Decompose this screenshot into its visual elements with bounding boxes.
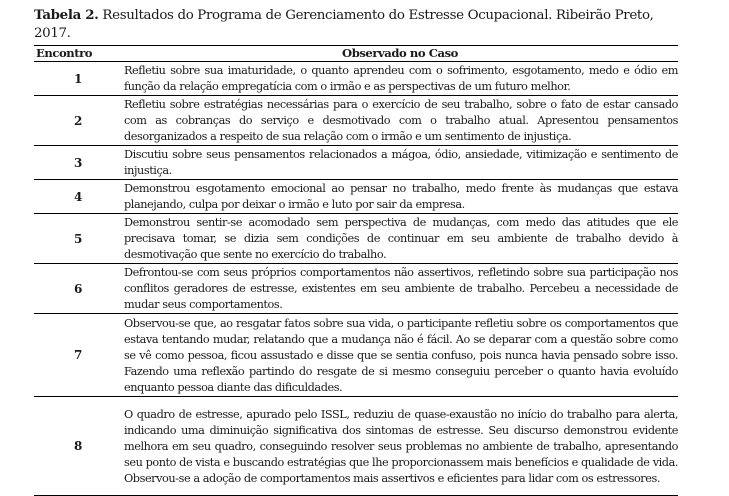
encontro-number: 6 [74, 281, 82, 296]
observado-text: Defrontou-se com seus próprios comportamentos não assertivos, refletindo sobre sua participação nos conflitos geradores de estresse, existentes em seu ambiente de trabalho. Percebeu a necessidade de mudar seus comportamentos. [124, 266, 678, 311]
encontro-number: 1 [74, 71, 82, 86]
encontro-number: 4 [74, 189, 82, 204]
table-row [34, 314, 678, 397]
table-caption [34, 6, 684, 43]
observado-text: O quadro de estresse, apurado pelo ISSL, reduziu de quase-exaustão no início do trabalho para alerta, indicando uma diminuição significativa dos sintomas de estresse. Seu discurso demonstrou evidente melhora em seu quadro, conseguindo resolver seus problemas no ambiente de trabalho, apresentando seu ponto de vista e buscando estratégias que lhe proporcionassem mais benefícios e qualidade de vida. Observou-se a adoção de comportamentos mais assertivos e eficientes para lidar com os estressores. [124, 407, 678, 485]
table-row [34, 146, 678, 180]
encontro-number: 5 [74, 231, 82, 246]
table-row [34, 96, 678, 146]
table-row [34, 397, 678, 496]
encontro-number: 3 [74, 155, 82, 170]
observado-text: Observou-se que, ao resgatar fatos sobre sua vida, o participante refletiu sobre os comportamentos que estava tentando mudar, relatando que a mudança não é fácil. Ao se deparar com a questão sobre como se vê como pessoa, ficou assustado e disse que se sentia confuso, pois nunca havia pensado sobre isso. Fazendo uma reflexão partindo do resgate de si mesmo conseguiu perceber o quanto havia evoluído enquanto pessoa diante das dificuldades. [124, 316, 678, 394]
results-table [34, 45, 678, 496]
table-row [34, 180, 678, 214]
caption-text: Resultados do Programa de Gerenciamento do Estresse Ocupacional. Ribeirão Preto, 2017. [34, 8, 654, 41]
encontro-number: 8 [74, 439, 82, 453]
table-row [34, 214, 678, 264]
observado-text: Demonstrou sentir-se acomodado sem perspectiva de mudanças, com medo das atitudes que ele precisava tomar, se dizia sem condições de continuar em seu ambiente de trabalho devido à desmotivação que sente no exercício do trabalho. [124, 216, 678, 261]
observado-text: Refletiu sobre sua imaturidade, o quanto aprendeu com o sofrimento, esgotamento, medo e ódio em função da relação empregatícia com o irmão e as perspectivas de um futuro melhor. [124, 64, 678, 93]
table-header-row [34, 46, 678, 62]
table-row [34, 62, 678, 96]
observado-text: Demonstrou esgotamento emocional ao pensar no trabalho, medo frente às mudanças que estava planejando, culpa por deixar o irmão e luto por sair da empresa. [124, 182, 678, 211]
table-row [34, 264, 678, 314]
encontro-number: 2 [74, 113, 82, 128]
observado-text: Refletiu sobre estratégias necessárias para o exercício de seu trabalho, sobre o fato de estar cansado com as cobranças do serviço e desmotivado com o trabalho atual. Apresentou pensamentos desorganizados a respeito de sua relação com o irmão e um sentimento de injustiça. [124, 98, 678, 143]
encontro-number: 7 [74, 348, 82, 362]
header-encontro: Encontro [36, 46, 93, 60]
observado-text: Discutiu sobre seus pensamentos relacionados a mágoa, ódio, ansiedade, vitimização e sentimento de injustiça. [124, 148, 678, 177]
header-observado: Observado no Caso [342, 46, 458, 60]
caption-label: Tabela 2. [34, 7, 99, 23]
